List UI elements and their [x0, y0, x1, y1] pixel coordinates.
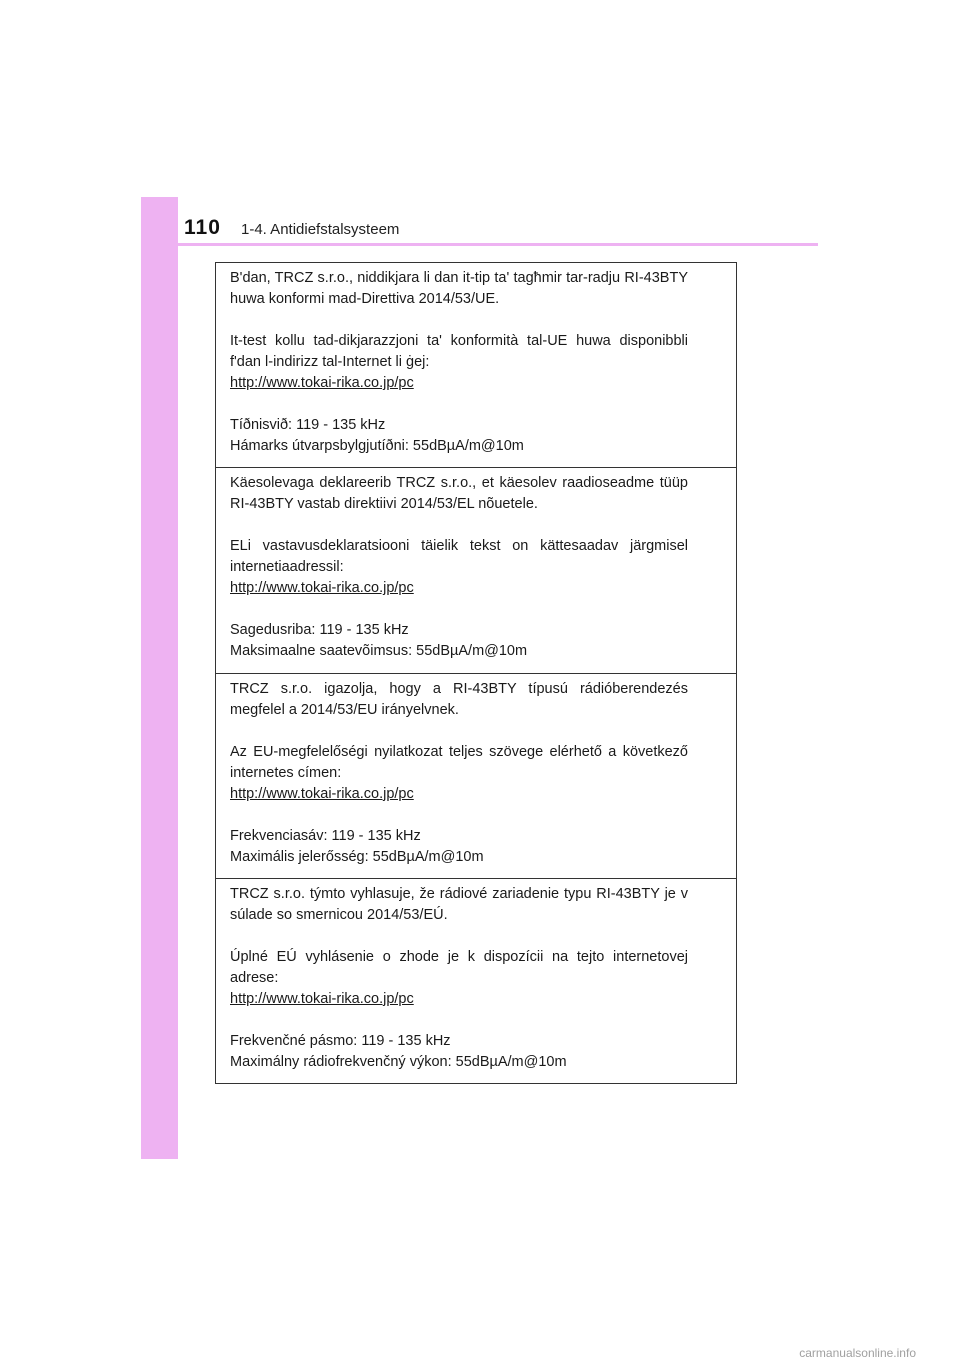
- declaration-text: TRCZ s.r.o. týmto vyhlasuje, že rádiové zariadenie typu RI-43BTY je v súlade so smernicou 2014/53/EÚ.: [230, 885, 688, 923]
- declaration-cell-maltese: [216, 263, 736, 467]
- frequency-text: Frekvenciasáv: 119 - 135 kHz: [230, 827, 421, 844]
- declaration-text: TRCZ s.r.o. igazolja, hogy a RI-43BTY típusú rádióberendezés megfelel a 2014/53/EU irányelvnek.: [230, 680, 688, 718]
- availability-text: ELi vastavusdeklaratsiooni täielik tekst on kättesaadav järgmisel internetiaadressil:: [230, 538, 688, 576]
- watermark: carmanualsonline.info: [799, 1346, 916, 1360]
- power-text: Maximális jelerősség: 55dBµA/m@10m: [230, 848, 484, 865]
- declaration-text: B'dan, TRCZ s.r.o., niddikjara li dan it-tip ta' tagħmir tar-radju RI-43BTY huwa konformi mad-Direttiva 2014/53/UE.: [230, 270, 688, 307]
- frequency-text: Sagedusriba: 119 - 135 kHz: [230, 622, 409, 639]
- section-tab-sidebar: [141, 197, 178, 1159]
- declaration-cell-slovak: [216, 878, 736, 1083]
- declaration-url-link[interactable]: http://www.tokai-rika.co.jp/pc: [230, 990, 414, 1007]
- availability-text: Az EU-megfelelőségi nyilatkozat teljes szövege elérhető a következő internetes címen:: [230, 743, 688, 781]
- declaration-url-link[interactable]: http://www.tokai-rika.co.jp/pc: [230, 785, 414, 802]
- power-text: Hámarks útvarpsbylgjutíðni: 55dBµA/m@10m: [230, 438, 524, 454]
- declaration-url-link[interactable]: http://www.tokai-rika.co.jp/pc: [230, 580, 414, 597]
- page-number: 110: [184, 216, 221, 239]
- section-title: 1-4. Antidiefstalsysteem: [241, 221, 400, 238]
- power-text: Maximálny rádiofrekvenčný výkon: 55dBµA/m@10m: [230, 1053, 567, 1070]
- header-rule: [178, 243, 818, 246]
- power-text: Maksimaalne saatevõimsus: 55dBµA/m@10m: [230, 643, 528, 660]
- declaration-url-link[interactable]: http://www.tokai-rika.co.jp/pc: [230, 375, 414, 391]
- declaration-table: [215, 262, 737, 1084]
- declaration-cell-estonian: [216, 467, 736, 672]
- availability-text: It-test kollu tad-dikjarazzjoni ta' konformità tal-UE huwa disponibbli f'dan l-indirizz tal-Internet li ġej:: [230, 333, 688, 370]
- frequency-text: Frekvenčné pásmo: 119 - 135 kHz: [230, 1032, 451, 1049]
- availability-text: Úplné EÚ vyhlásenie o zhode je k dispozícii na tejto internetovej adrese:: [230, 948, 688, 986]
- declaration-cell-hungarian: [216, 673, 736, 878]
- declaration-text: Käesolevaga deklareerib TRCZ s.r.o., et käesolev raadioseadme tüüp RI-43BTY vastab direktiivi 2014/53/EL nõuetele.: [230, 475, 688, 513]
- frequency-text: Tíðnisvið: 119 - 135 kHz: [230, 417, 386, 433]
